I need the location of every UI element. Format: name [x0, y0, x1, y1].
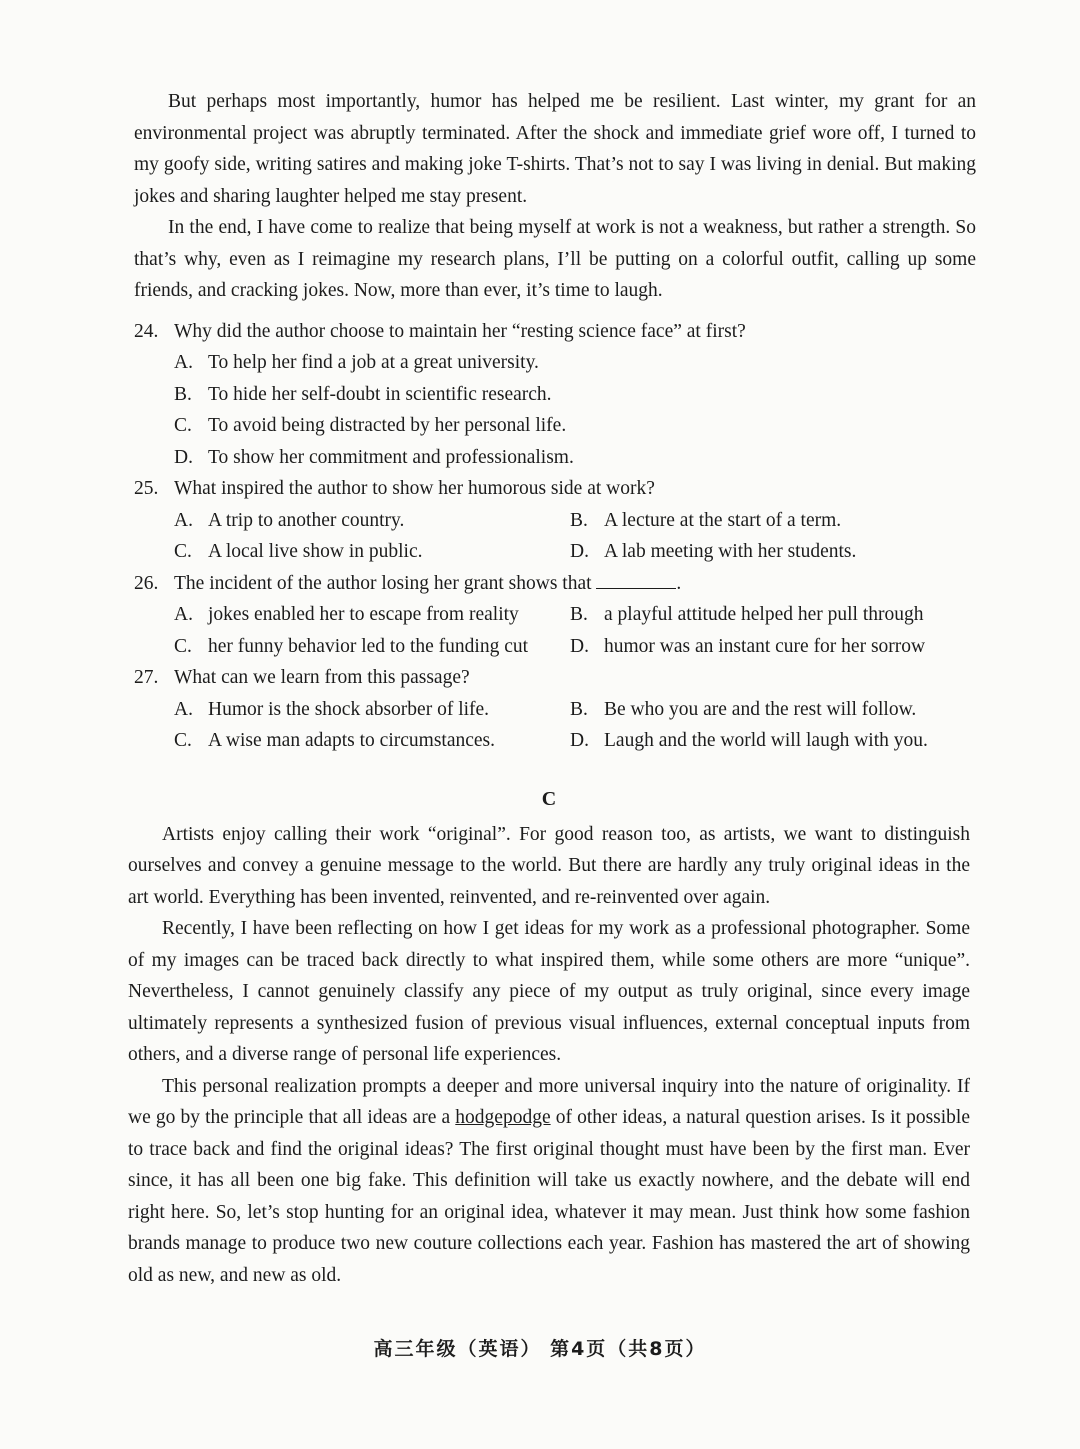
- option-row: [174, 505, 976, 537]
- option-letter: A.: [174, 352, 193, 373]
- question-25: [134, 473, 976, 505]
- option-letter: D.: [570, 541, 589, 562]
- option-text: her funny behavior led to the funding cut: [208, 635, 529, 657]
- option-24-c: [174, 410, 976, 442]
- option-letter: B.: [570, 604, 588, 625]
- option-25-a: [174, 505, 570, 537]
- option-letter: C.: [174, 635, 192, 657]
- section-title: C: [541, 788, 557, 810]
- option-row: [174, 599, 976, 631]
- option-27-a: [174, 694, 570, 726]
- option-text: Be who you are and the rest will follow.: [604, 698, 917, 720]
- paragraph: Recently, I have been reflecting on how I get ideas for my work as a professional photographer. Some of my images can be traced back directly to what inspired them, while some others are more “unique”. Nevertheless, I cannot genuinely classify any piece of my output as truly original, since every image ultimately represents a synthesized fusion of previous visual influences, external conceptual inputs from others, and a diverse range of personal life experiences.: [128, 918, 970, 1065]
- option-letter: C.: [174, 541, 192, 562]
- option-letter: C.: [174, 730, 192, 751]
- option-25-c: [174, 536, 570, 568]
- option-26-c: [174, 631, 570, 663]
- question-text: What inspired the author to show her humorous side at work?: [174, 478, 655, 499]
- option-24-b: [174, 379, 976, 411]
- page-footer: 高三年级（英语） 第4页（共8页）: [373, 1338, 707, 1360]
- option-text: To hide her self-doubt in scientific research.: [208, 383, 552, 405]
- option-row: [174, 694, 976, 726]
- question-text: The incident of the author losing her grant shows that: [174, 572, 592, 594]
- question-26: [134, 568, 976, 600]
- option-27-b: [570, 694, 966, 726]
- option-24-d: [174, 442, 976, 474]
- option-letter: D.: [174, 446, 193, 468]
- option-text: A local live show in public.: [208, 541, 423, 562]
- option-text: A trip to another country.: [208, 509, 405, 531]
- question-number: 27.: [134, 667, 159, 688]
- option-text: A lecture at the start of a term.: [604, 509, 842, 531]
- option-letter: B.: [570, 698, 588, 720]
- option-text: Laugh and the world will laugh with you.: [604, 730, 928, 751]
- question-24: [134, 316, 976, 348]
- paragraph: But perhaps most importantly, humor has helped me be resilient. Last winter, my grant for an environmental project was abruptly terminated. After the shock and immediate grief wore off, I turned to my goofy side, writing satires and making joke T-shirts. That’s not to say I was living in denial. But making jokes and sharing laughter helped me stay present.: [134, 91, 976, 207]
- option-letter: A.: [174, 509, 193, 531]
- option-24-a: [174, 347, 976, 379]
- answer-blank: [596, 568, 676, 589]
- option-text: a playful attitude helped her pull through: [604, 604, 924, 625]
- option-text: To help her find a job at a great university.: [208, 352, 539, 373]
- paragraph-text: This personal realization prompts a deeper and more universal inquiry into the nature of originality. If we go by the principle that all ideas are a: [128, 1075, 970, 1128]
- option-text: A lab meeting with her students.: [604, 541, 857, 562]
- paragraph: Artists enjoy calling their work “original”. For good reason too, as artists, we want to distinguish ourselves and convey a genuine message to the world. But there are hardly any truly original ideas in the art world. Everything has been invented, reinvented, and re-reinvented over again.: [128, 823, 970, 908]
- question-27: [134, 662, 976, 694]
- option-25-b: [570, 505, 966, 537]
- option-row: [174, 536, 976, 568]
- question-number: 25.: [134, 478, 159, 499]
- option-row: [174, 631, 976, 663]
- question-number: 26.: [134, 572, 159, 594]
- option-text: Humor is the shock absorber of life.: [208, 698, 490, 720]
- paragraph-text: of other ideas, a natural question arises. Is it possible to trace back and find the original ideas? The first original thought must have been by the first man. Ever since, it has all been one big fake. This definition will take us exactly nowhere, and the debate will end right here. So, let’s stop hunting for an original idea, whatever it may mean. Just think how some fashion brands manage to produce two new couture collections each year. Fashion has mastered the art of showing old as new, and new as old.: [128, 1107, 971, 1286]
- option-26-a: [174, 599, 570, 631]
- option-letter: D.: [570, 635, 589, 657]
- question-text: Why did the author choose to maintain her “resting science face” at first?: [174, 320, 746, 342]
- option-26-b: [570, 599, 966, 631]
- option-row: [174, 725, 976, 757]
- option-text: humor was an instant cure for her sorrow: [604, 635, 926, 657]
- option-text: jokes enabled her to escape from reality: [208, 604, 519, 625]
- question-end: .: [676, 572, 682, 594]
- paragraph: In the end, I have come to realize that being myself at work is not a weakness, but rather a strength. So that’s why, even as I reimagine my research plans, I’ll be putting on a colorful outfit, calling up some friends, and cracking jokes. Now, more than ever, it’s time to laugh.: [134, 217, 976, 301]
- question-list: [134, 316, 976, 757]
- paragraph: [128, 1071, 970, 1292]
- question-text: What can we learn from this passage?: [174, 667, 470, 688]
- option-25-d: [570, 536, 966, 568]
- option-text: To avoid being distracted by her personal life.: [208, 415, 567, 436]
- option-letter: A.: [174, 698, 193, 720]
- option-letter: B.: [570, 509, 588, 531]
- passage-b-continued: [134, 86, 976, 757]
- option-letter: A.: [174, 604, 193, 625]
- option-27-c: [174, 725, 570, 757]
- option-27-d: [570, 725, 966, 757]
- question-number: 24.: [134, 320, 159, 342]
- option-26-d: [570, 631, 966, 663]
- option-text: A wise man adapts to circumstances.: [208, 730, 496, 751]
- option-letter: D.: [570, 730, 589, 751]
- option-letter: B.: [174, 383, 192, 405]
- passage-c: [128, 784, 970, 1291]
- underlined-word: hodgepodge: [455, 1107, 551, 1128]
- option-text: To show her commitment and professionalism.: [208, 446, 574, 468]
- option-letter: C.: [174, 415, 192, 436]
